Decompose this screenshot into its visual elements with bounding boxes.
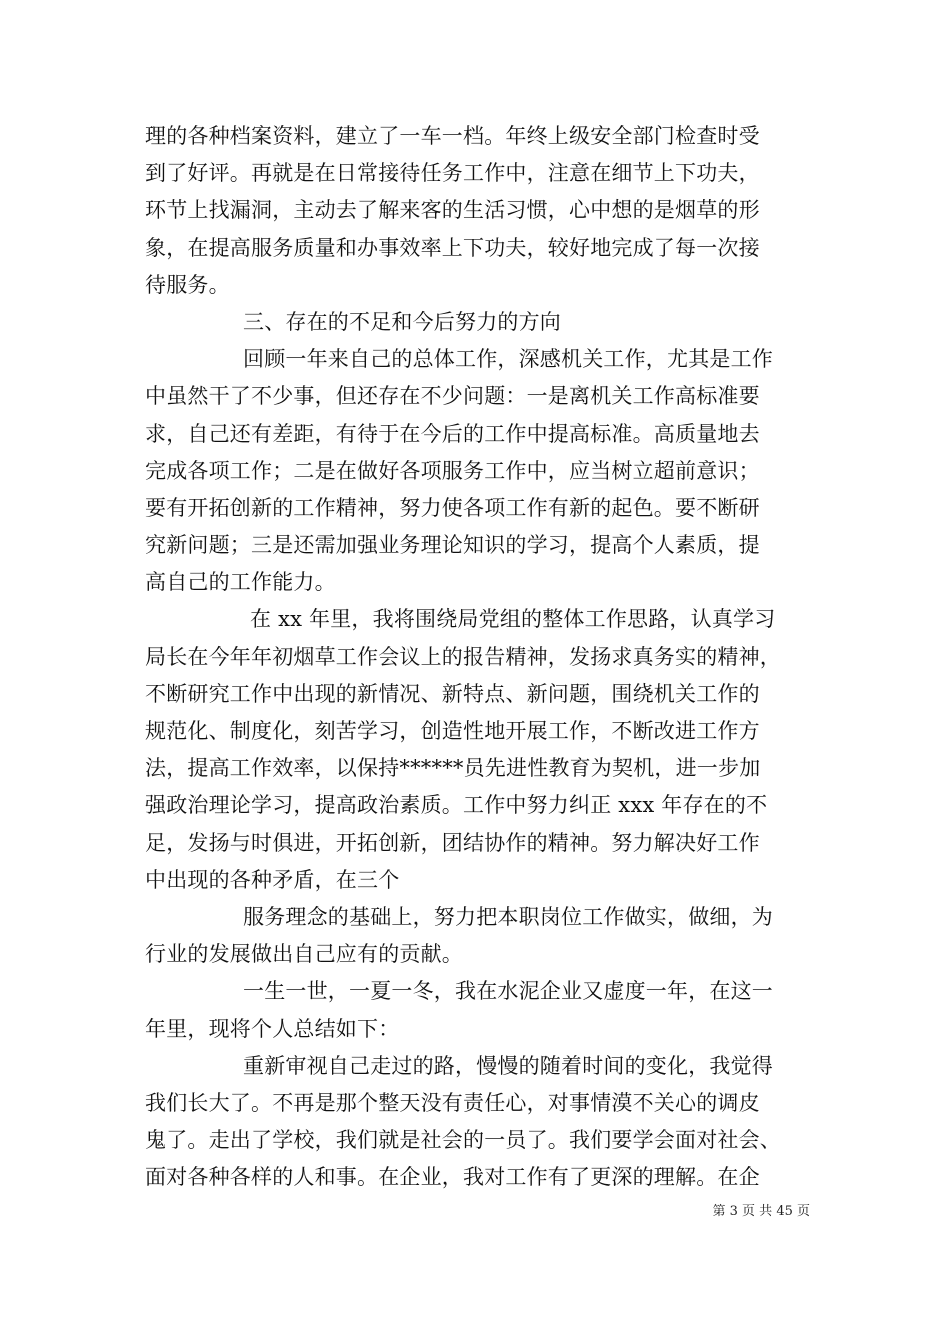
text-line: 究新问题；三是还需加强业务理论知识的学习，提高个人素质，提 [145, 533, 760, 558]
text-line: 重新审视自己走过的路，慢慢的随着时间的变化，我觉得 [243, 1053, 773, 1078]
text-line: 面对各种各样的人和事。在企业，我对工作有了更深的理解。在企 [145, 1165, 760, 1190]
text-line: 在 xx 年里，我将围绕局党组的整体工作思路，认真学习 [250, 607, 776, 632]
text-line: 足，发扬与时俱进，开拓创新，团结协作的精神。努力解决好工作 [145, 830, 760, 855]
text-line: 理的各种档案资料，建立了一车一档。年终上级安全部门检查时受 [145, 124, 760, 148]
text-line: 年里，现将个人总结如下： [145, 1016, 400, 1041]
text-line: 强政治理论学习，提高政治素质。工作中努力纠正 xxx 年存在的不 [145, 793, 768, 818]
page-number: 第 3 页 共 45 页 [712, 1204, 810, 1219]
text-line: 高自己的工作能力。 [145, 570, 336, 595]
text-line: 象，在提高服务质量和办事效率上下功夫，较好地完成了每一次接 [145, 235, 760, 260]
text-line: 鬼了。走出了学校，我们就是社会的一员了。我们要学会面对社会、 [145, 1128, 781, 1153]
text-line: 不断研究工作中出现的新情况、新特点、新问题，围绕机关工作的 [145, 681, 760, 706]
text-line: 规范化、制度化，刻苦学习，创造性地开展工作，不断改进工作方 [145, 719, 760, 743]
text-line: 服务理念的基础上，努力把本职岗位工作做实，做细，为 [243, 904, 773, 929]
text-line: 求，自己还有差距，有待于在今后的工作中提高标准。高质量地去 [145, 421, 760, 446]
text-line: 法，提高工作效率，以保持******员先进性教育为契机，进一步加 [145, 756, 761, 781]
text-line: 完成各项工作；二是在做好各项服务工作中，应当树立超前意识； [145, 458, 760, 483]
text-line: 中虽然干了不少事，但还存在不少问题：一是离机关工作高标准要 [145, 384, 760, 409]
text-line: 回顾一年来自己的总体工作，深感机关工作，尤其是工作 [243, 347, 773, 372]
text-line: 一生一世，一夏一冬，我在水泥企业又虚度一年，在这一 [243, 979, 773, 1004]
text-line: 要有开拓创新的工作精神，努力使各项工作有新的起色。要不断研 [145, 495, 760, 520]
text-line: 行业的发展做出自己应有的贡献。 [145, 942, 463, 967]
text-line: 环节上找漏洞，主动去了解来客的生活习惯，心中想的是烟草的形 [145, 198, 760, 223]
section-heading: 三、存在的不足和今后努力的方向 [243, 309, 561, 334]
text-line: 中出现的各种矛盾，在三个 [145, 867, 400, 892]
text-line: 到了好评。再就是在日常接待任务工作中，注意在细节上下功夫， [145, 161, 760, 186]
document-body [145, 118, 810, 1196]
text-line: 局长在今年年初烟草工作会议上的报告精神，发扬求真务实的精神， [145, 644, 781, 669]
text-line: 待服务。 [145, 272, 230, 297]
text-line: 我们长大了。不再是那个整天没有责任心，对事情漠不关心的调皮 [145, 1090, 760, 1115]
